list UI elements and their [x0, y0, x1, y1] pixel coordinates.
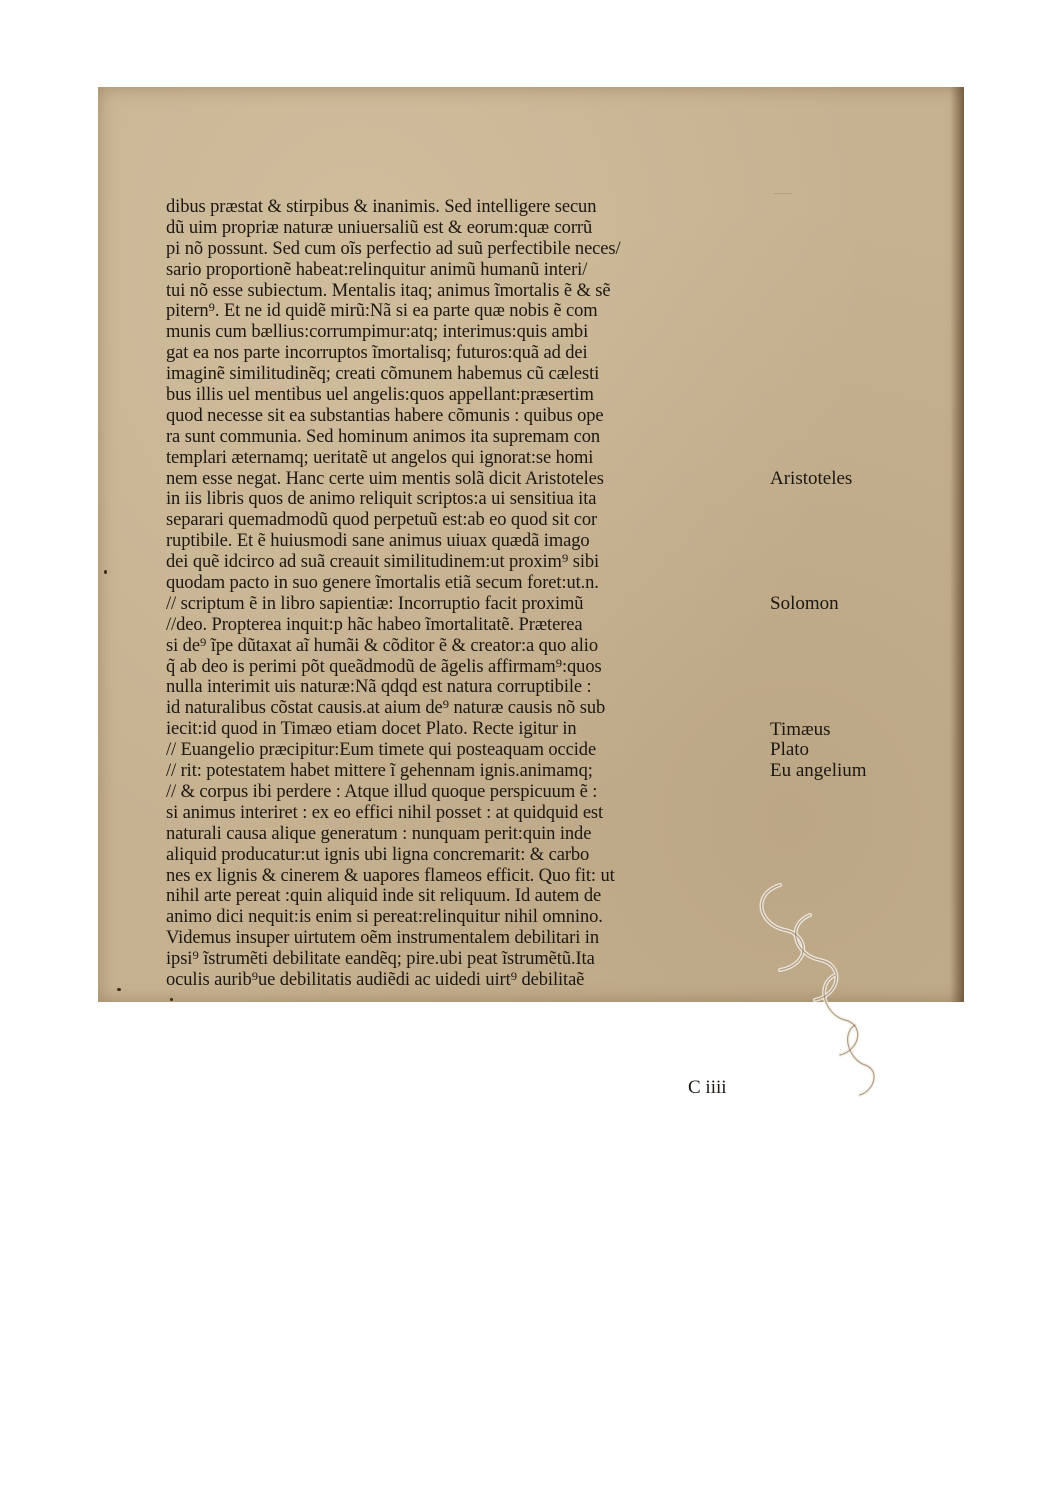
text-line: iecit:id quod in Timæo etiam docet Plato. Recte igitur in — [166, 719, 577, 740]
marginal-note: Aristoteles — [770, 467, 853, 489]
text-line: id naturalibus cõstat causis.at aium de⁹ naturæ causis nõ sub — [166, 698, 606, 719]
marginal-note: Plato — [770, 739, 810, 761]
text-line: naturali causa alique generatum : nunquam perit:quin inde — [166, 823, 592, 844]
text-line: si animus interiret : ex eo effici nihil posset : at quidquid est — [166, 802, 604, 823]
text-line: // & corpus ibi perdere : Atque illud quoque perspicuum ẽ : — [166, 781, 598, 802]
ink-speck — [104, 570, 107, 574]
text-line: // Euangelio præcipitur:Eum timete qui posteaquam occide — [166, 740, 597, 761]
text-line: nihil arte pereat :quin aliquid inde sit reliquum. Id autem de — [166, 886, 602, 907]
text-line: sario proportionẽ habeat:relinquitur animũ humanũ interi/ — [166, 259, 588, 280]
text-line: aliquid producatur:ut ignis ubi ligna concremarit: & carbo — [166, 844, 590, 865]
text-line: imaginẽ similitudinẽq; creati cõmunem habemus cũ cælesti — [166, 364, 600, 385]
ink-speck — [117, 988, 121, 991]
text-line: in iis libris quos de animo reliquit scriptos:a ui sensitiua ita — [166, 489, 597, 510]
text-line: dũ uim propriæ naturæ uniuersaliũ est & eorum:quæ corrũ — [166, 217, 593, 238]
text-line: dibus præstat & stirpibus & inanimis. Sed intelligere secun — [166, 197, 597, 217]
marginal-note: Eu angelium — [770, 760, 867, 782]
text-line: dei quẽ idcirco ad suã creauit similitudinem:ut proxim⁹ sibi — [166, 552, 600, 573]
text-line: pitern⁹. Et ne id quidẽ mirũ:Nã si ea parte quæ nobis ẽ com — [166, 301, 598, 322]
text-line: tui nõ esse subiectum. Mentalis itaq; animus ĩmortalis ẽ & sẽ — [166, 280, 611, 301]
text-line: si de⁹ ĩpe dũtaxat aĩ humãi & cõditor ẽ & creator:a quo alio — [166, 635, 598, 656]
text-line: // rit: potestatem habet mittere ĩ gehennam ignis.animamq; — [166, 761, 593, 782]
text-line: bus illis uel mentibus uel angelis:quos appellant:præsertim — [166, 385, 594, 406]
text-line: templari æternamq; ueritatẽ ut angelos qui ignorat:se homi — [166, 447, 594, 468]
text-line: oculis aurib⁹ue debilitatis audiẽdi ac uidedi uirt⁹ debilitaẽ — [166, 969, 585, 990]
text-line: quod necesse sit ea substantias habere cõmunis : quibus ope — [166, 405, 604, 426]
text-line: ipsi⁹ ĩstrumẽti debilitate eandẽq; pire.ubi peat ĩstrumẽtũ.Ita — [166, 949, 595, 970]
show-through-text: — — [774, 182, 792, 202]
text-line: nulla interimit uis naturæ:Nã qdqd est natura corruptibile : — [166, 677, 592, 698]
body-text — [166, 197, 771, 991]
text-line: q̃ ab deo is perimi põt queãdmodũ de ãgelis affirmam⁹:quos — [166, 656, 602, 677]
text-line: separari quemadmodũ quod perpetuũ est:ab eo quod sit cor — [166, 510, 598, 531]
text-line: pi nõ possunt. Sed cum oĩs perfectio ad suũ perfectibile neces/ — [166, 238, 621, 259]
text-line: //deo. Propterea inquit:p hãc habeo ĩmortalitatẽ. Præterea — [166, 614, 583, 635]
text-line: ruptibile. Et ẽ huiusmodi sane animus uiuax quædã imago — [166, 531, 590, 552]
text-line: Videmus insuper uirtutem oẽm instrumentalem debilitari in — [166, 928, 599, 949]
signature-mark: C iiii — [688, 1077, 727, 1098]
ink-speck — [170, 998, 173, 1001]
text-line: animo dici nequit:is enim si pereat:relinquitur nihil omnino. — [166, 907, 603, 928]
text-line: munis cum bællius:corrumpimur:atq; interimus:quis ambi — [166, 322, 589, 343]
library-stamp — [740, 855, 890, 1115]
text-line: gat ea nos parte incorruptos ĩmortalisq; futuros:quã ad dei — [166, 343, 588, 364]
text-line: // scriptum ẽ in libro sapientiæ: Incorruptio facit proximũ — [166, 593, 584, 614]
marginal-note: Timæus — [770, 718, 831, 740]
text-line: nem esse negat. Hanc certe uim mentis solã dicit Aristoteles — [166, 468, 604, 489]
text-line: quodam pacto in suo genere ĩmortalis etiã secum foret:ut.n. — [166, 573, 599, 594]
text-line: ra sunt communia. Sed hominum animos ita supremam con — [166, 426, 601, 447]
marginal-note: Solomon — [770, 593, 839, 615]
page-edge-shadow — [950, 87, 964, 1002]
text-line: nes ex lignis & cinerem & uapores flameos efficit. Quo fit: ut — [166, 865, 615, 886]
